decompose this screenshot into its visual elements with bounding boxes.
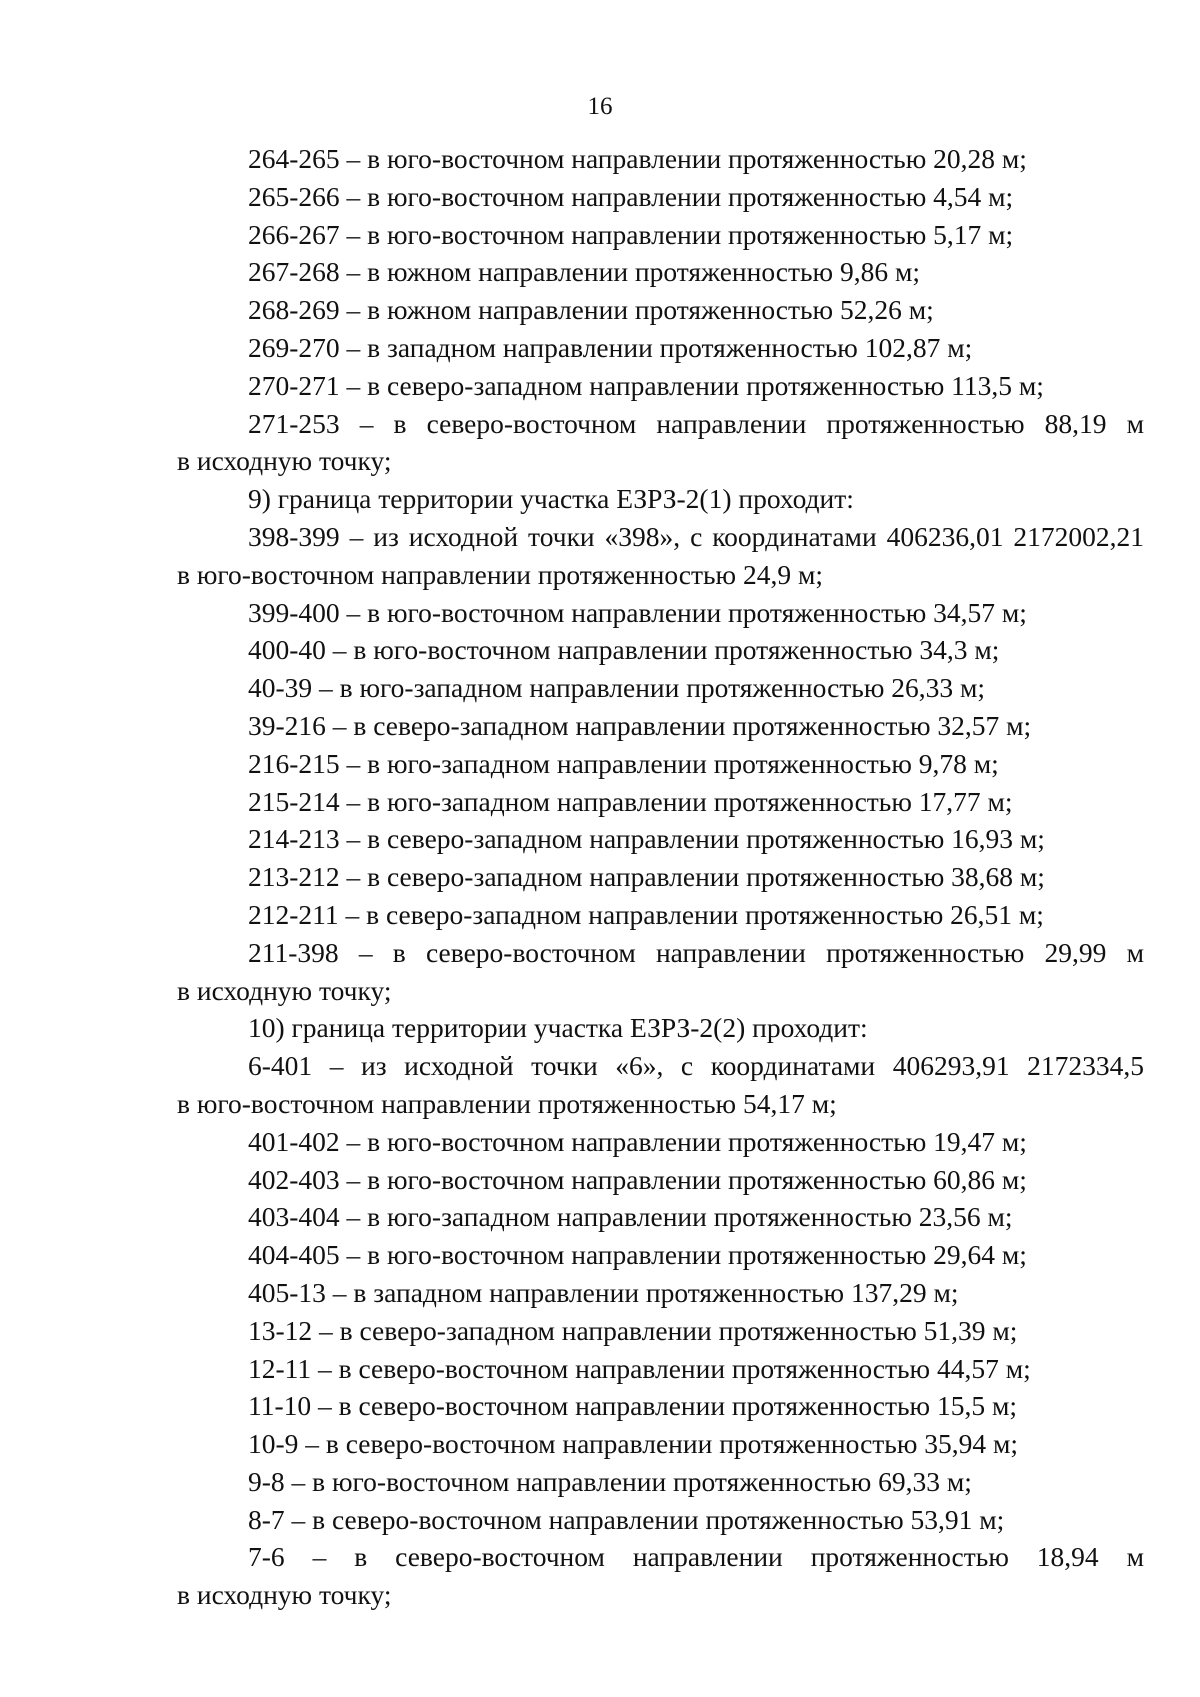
text-line: 216-215 – в юго-западном направлении протяженностью 9,78 м;	[248, 747, 999, 779]
text-line: 271-253 – в северо-восточном направлении протяженностью 88,19 м	[248, 407, 1144, 439]
text-line: 214-213 – в северо-западном направлении протяженностью 16,93 м;	[248, 823, 1045, 855]
text-line: 11-10 – в северо-восточном направлении протяженностью 15,5 м;	[248, 1390, 1018, 1422]
text-line: 212-211 – в северо-западном направлении протяженностью 26,51 м;	[248, 898, 1044, 930]
section-heading: 10) граница территории участка ЕЗРЗ-2(2) проходит:	[248, 1012, 868, 1044]
text-line: 398-399 – из исходной точки «398», с координатами 406236,01 2172002,21	[248, 520, 1144, 552]
page-number: 16	[587, 93, 613, 120]
text-line: 9-8 – в юго-восточном направлении протяженностью 69,33 м;	[248, 1465, 972, 1497]
text-line: 404-405 – в юго-восточном направлении протяженностью 29,64 м;	[248, 1239, 1027, 1271]
text-line: 264-265 – в юго-восточном направлении протяженностью 20,28 м;	[248, 143, 1027, 174]
text-line: в юго-восточном направлении протяженностью 54,17 м;	[177, 1087, 837, 1119]
text-line: в исходную точку;	[177, 974, 392, 1006]
text-line: 268-269 – в южном направлении протяженностью 52,26 м;	[248, 294, 934, 326]
text-line: 7-6 – в северо-восточном направлении протяженностью 18,94 м	[248, 1541, 1144, 1573]
text-line: в юго-восточном направлении протяженностью 24,9 м;	[177, 558, 823, 590]
text-line: 405-13 – в западном направлении протяженностью 137,29 м;	[248, 1276, 959, 1308]
text-line: в исходную точку;	[177, 445, 392, 477]
text-line: 402-403 – в юго-восточном направлении протяженностью 60,86 м;	[248, 1163, 1027, 1195]
text-line: 400-40 – в юго-восточном направлении протяженностью 34,3 м;	[248, 634, 1000, 666]
document-body	[177, 140, 1144, 1614]
text-line: в исходную точку;	[177, 1579, 392, 1611]
text-line: 215-214 – в юго-западном направлении протяженностью 17,77 м;	[248, 785, 1013, 817]
text-line: 10-9 – в северо-восточном направлении протяженностью 35,94 м;	[248, 1428, 1019, 1460]
text-line: 270-271 – в северо-западном направлении протяженностью 113,5 м;	[248, 369, 1044, 401]
text-line: 8-7 – в северо-восточном направлении протяженностью 53,91 м;	[248, 1503, 1005, 1535]
text-line: 6-401 – из исходной точки «6», с координатами 406293,91 2172334,5	[248, 1050, 1144, 1082]
text-line: 265-266 – в юго-восточном направлении протяженностью 4,54 м;	[248, 180, 1014, 212]
text-line: 39-216 – в северо-западном направлении протяженностью 32,57 м;	[248, 709, 1032, 741]
text-line: 269-270 – в западном направлении протяженностью 102,87 м;	[248, 331, 973, 363]
section-heading: 9) граница территории участка ЕЗРЗ-2(1) проходит:	[248, 483, 854, 515]
text-line: 13-12 – в северо-западном направлении протяженностью 51,39 м;	[248, 1314, 1018, 1346]
text-line: 403-404 – в юго-западном направлении протяженностью 23,56 м;	[248, 1201, 1013, 1233]
text-line: 399-400 – в юго-восточном направлении протяженностью 34,57 м;	[248, 596, 1027, 628]
text-line: 12-11 – в северо-восточном направлении протяженностью 44,57 м;	[248, 1352, 1031, 1384]
text-line: 211-398 – в северо-восточном направлении протяженностью 29,99 м	[248, 936, 1144, 968]
text-line: 40-39 – в юго-западном направлении протяженностью 26,33 м;	[248, 672, 986, 704]
text-line: 401-402 – в юго-восточном направлении протяженностью 19,47 м;	[248, 1125, 1027, 1157]
text-line: 213-212 – в северо-западном направлении протяженностью 38,68 м;	[248, 861, 1045, 893]
text-line: 267-268 – в южном направлении протяженностью 9,86 м;	[248, 256, 921, 288]
text-line: 266-267 – в юго-восточном направлении протяженностью 5,17 м;	[248, 218, 1014, 250]
